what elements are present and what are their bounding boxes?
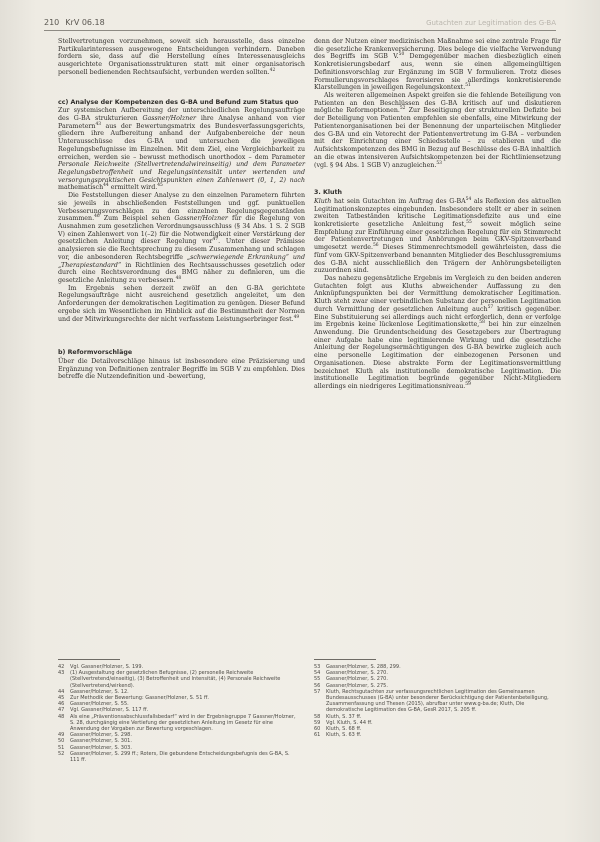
footnote-text: Gassner/Holzner, S. 299 ff.; Roters, Die gebundene Entscheidungsbefugnis des G-BA, S. 111 ff. bbox=[70, 750, 290, 764]
footnote-text: Kluth, S. 37 ff. bbox=[326, 713, 362, 720]
footnote-text: Kluth, S. 63 ff. bbox=[326, 732, 362, 739]
footnote-number: 53 bbox=[314, 664, 321, 670]
footnote-number: 47 bbox=[58, 707, 65, 714]
footnote-rule bbox=[58, 659, 120, 660]
footnote bbox=[314, 689, 554, 714]
footnote-text: Gassner/Holzner, S. 270. bbox=[326, 676, 388, 683]
footnote bbox=[314, 732, 554, 738]
paragraph: Zur systemischen Aufbereitung der unterschiedlichen Regelungsaufträge des G-BA strukturieren Gassner/Holzner ihre Analyse anhand von vier Parametern$^{43}$ aus der Bewertungsmatrix des Bundesverfassungsgerichts, gliedern ihre Aufbereitung anhand der Aufgabenbereiche der neun Unterausschüsse des G-BA und untersuchen die jeweiligen Regelungsbefugnisse im Einzelnen. Mit dem Ziel, eine Vergleichbarkeit zu erreichen, werden sie – bewusst methodisch unorthodox – dem Parameter Personale Reichweite (Stellvertretendalwireinseitig) und dem Parameter Regelungsbetroffenheit und Regelungsintensität unter wertenden und versorgungspraktischen Gesichtspunkten einen Zahlenwert (0, 1, 2) nach mathematisch$^{44}$ ermittelt wird.$^{45}$ bbox=[58, 107, 305, 192]
footnote-number: 60 bbox=[314, 726, 321, 733]
footnote-text: (1) Ausgestaltung der gesetzlichen Befugnisse, (2) personelle Reichweite (Stellvertretend/einseitig), (3) Betroffenheit und Intensität, (4) Personale Reichweite (Stellvertretend/wirkend). bbox=[70, 670, 281, 689]
footnote-number: 44 bbox=[58, 688, 65, 695]
footnote-text: Gassner/Holzner, S. 301. bbox=[70, 738, 132, 745]
footnote-number: 45 bbox=[58, 695, 65, 702]
footnote-number: 48 bbox=[58, 713, 65, 720]
footnote-number: 54 bbox=[314, 670, 321, 677]
paragraph: Über die Detailvorschläge hinaus ist insbesondere eine Präzisierung und Ergänzung von Definitionen zentraler Begriffe im SGB V zu empfehlen. Dies betreffe die Nutzendefinition und -bewertung, bbox=[58, 357, 305, 381]
footnote-number: 56 bbox=[314, 682, 321, 689]
footnote-text: Gassner/Holzner, S. 288, 299. bbox=[326, 664, 401, 670]
footnote-number: 42 bbox=[58, 664, 65, 670]
footnote-number: 58 bbox=[314, 713, 321, 720]
section-heading-kluth: 3. Kluth bbox=[314, 189, 342, 197]
journal-name: KrV 06.18 bbox=[65, 18, 105, 27]
section-heading-reform: b) Reformvorschläge bbox=[58, 349, 133, 357]
footnote-text: Gassner/Holzner, S. 298. bbox=[70, 732, 132, 739]
paragraph: Als weiteren allgemeinen Aspekt greifen sie die fehlende Beteiligung von Patienten an den Beschlüssen des G-BA kritisch auf und diskutieren mögliche Reformoptionen.$^{52}$ Zur Beseitigung der strukturellen Defizite bei der Beteiligung von Patienten empfehlen sie ebenfalls, eine Mitwirkung der Patientenorganisationen bei der Benennung der unparteiischen Mitglieder des G-BA und ein Vetorecht der Patientenvertretung im G-BA – verbunden mit der Einrichtung einer Schiedsstelle – zu etablieren und die Aufsichtskompetenzen des BMG in Bezug auf Beschlüsse des G-BA inhaltlich an die etwas intensiveren Aufsichtskompetenzen bei der Richtliniensetzung (vgl. § 94 Abs. 1 SGB V) anzugleichen.$^{53}$ bbox=[314, 92, 561, 169]
footnote-number: 55 bbox=[314, 676, 321, 683]
page-header bbox=[44, 13, 556, 27]
paragraph: Die Feststellungen dieser Analyse zu den einzelnen Parametern führten sie jeweils in abschließenden Feststellungen und ggf. punktuellen Verbesserungsvorschlägen zu den einzelnen Regelungsgegenständen zusammen.$^{46}$ Zum Beispiel sehen Gassner/Holzner für die Regelung von Ausnahmen zum gesetzlichen Verordnungsausschluss (§ 34 Abs. 1 S. 2 SGB V) einen Zahlenwert von 1(–2) für die Notwendigkeit einer Verstärkung der gesetzlichen Anleitung dieser Regelung vor$^{47}$. Unter dieser Prämisse analysieren sie die Rechtsprechung zu diesem Zusammenhang und schlagen vor, die anbesonderen Rechtsbegriffe „schwerwiegende Erkrankung“ und „Therapiestandard“ in Richtlinien des Rechtsausschusses gesetzlich oder durch eine Rechtsverordnung des BMG näher zu definieren, um die gesetzliche Anleitung zu verbessern.$^{48}$ bbox=[58, 192, 305, 284]
section-heading-analysis: cc) Analyse der Kompetenzen des G-BA und Befund zum Status quo bbox=[58, 98, 299, 106]
footnote-number: 50 bbox=[58, 738, 65, 745]
header-rule bbox=[44, 30, 556, 31]
footnote bbox=[58, 714, 298, 733]
paragraph: Kluth hat sein Gutachten im Auftrag des G-BA$^{54}$ als Reflexion des aktuellen Legitimationskonzeptes eingebunden. Insbesondere stellt er aber in seinen zweiten Tatbeständen kritische Legitimationsdefizite aus und eine konkretisierte gesetzliche Anleitung fest,$^{55}$ soweit möglich seine Empfehlung zur Einführung einer gesetzlichen Regelung für ein Stimmrecht der Patientenvertretungen und Anhörungen beim GKV-Spitzenverband umgesetzt werde.$^{56}$ Dieses Stimmenrechtsmodell gewährleisten, dass die fünf vom GKV-Spitzenverband benannten Mitglieder des Beschlussgremiums des G-BA nicht ausschließlich den Trägern der Anhörungsbeteiligten zuzuordnen sind. bbox=[314, 196, 561, 275]
left-column bbox=[58, 38, 305, 381]
footnote-number: 49 bbox=[58, 732, 65, 739]
footnote-number: 51 bbox=[58, 744, 65, 751]
footnote bbox=[58, 670, 298, 689]
footnote-number: 52 bbox=[58, 750, 65, 757]
footnote-number: 46 bbox=[58, 701, 65, 708]
footnotes-right bbox=[314, 664, 554, 738]
footnote-text: Gassner/Holzner, S. 303. bbox=[70, 744, 132, 751]
footnote-rule bbox=[314, 659, 376, 660]
paragraph: Im Ergebnis sehen derzeit zwölf an den G-BA gerichtete Regelungsaufträge nicht ausreichend gesetzlich angeleitet, um den Anforderungen der demokratischen Legitimation zu genügen. Dieser Befund ergebe sich im Wesentlichen im Hinblick auf die Bestimmtheit der Normen und der Mitwirkungsrechte der nicht verfasstem Leistungserbringer fest.$^{49}$ bbox=[58, 284, 305, 323]
footnote-text: Gassner/Holzner, S. 270. bbox=[326, 670, 388, 677]
footnote-text: Vgl. Gassner/Holzner, S. 199. bbox=[70, 664, 144, 670]
footnote-number: 57 bbox=[314, 688, 321, 695]
footnote-text: Gassner/Holzner, S. 12. bbox=[70, 688, 129, 695]
footnote-text: Gassner/Holzner, S. 275. bbox=[326, 682, 388, 689]
footnote-text: Gassner/Holzner, S. 55. bbox=[70, 701, 129, 708]
right-column bbox=[314, 38, 561, 391]
footnotes-left bbox=[58, 664, 298, 763]
paragraph: denn der Nutzen einer medizinischen Maßnahme sei eine zentrale Frage für die gesetzliche Krankenversicherung. Dies belege die vielfache Verwendung des Begriffs im SGB V.$^{50}$ Demgegenüber machen diesbezüglich einen Konkretisierungsbedarf aus, wenn sie einen allgemeingültigen Definitionsvorschlag zur Ergänzung im SGB V formulieren. Trotz dieses Formulierungsvorschlages favorisieren sie allerdings konkretisierende Klarstellungen in jeweiligen Regelungskontext.$^{51}$ bbox=[314, 38, 562, 92]
footnote-text: Vgl. Kluth, S. 44 ff. bbox=[326, 719, 373, 726]
footnote bbox=[58, 751, 298, 763]
footnote-text: Kluth, S. 68 ff. bbox=[326, 726, 362, 733]
footnote-text: Kluth, Rechtsgutachten zur verfassungsrechtlichen Legitimation des Gemeinsamen Bundesausschusses (G-BA) unter besonderer Berücksichtigung der Patientenbeteiligung, Zusammenfassung und Thesen (2015), abrufbar unter www.g-ba.de; Kluth, Die demokratische Legitimation des G-BA, GesR 2017, S. 205 ff. bbox=[326, 688, 549, 714]
footnote-number: 61 bbox=[314, 732, 321, 739]
footnote-text: Als eine „Präventionsabschlussfallsbedarf“ wird in der Ergebnisgruppe 7 Gassner/Holzner, S. 28, durchgängig eine Vertiefung der gesetzlichen Anleitung im Gesetz für eine Anwendung der Vorgaben zur Bewertung vorgeschlagen. bbox=[70, 713, 296, 733]
page-number: 210 bbox=[44, 18, 60, 27]
footnote-text: Vgl. Gassner/Holzner, S. 117 ff. bbox=[70, 707, 149, 714]
paragraph: Stellvertretungen vorzunehmen, soweit sich herausstelle, dass einzelne Partikularinteressen ausgewogene Entscheidungen verhindern. Daneben fordern sie, dass auf die Herstellung eines Interessenausgleichs ausgerichtete Organisationsstrukturen statt mit einer organisatorisch personell bedienenden Rechtsaufsicht, verbunden werden sollten.$^{42}$ bbox=[58, 38, 305, 76]
footnote-number: 59 bbox=[314, 719, 321, 726]
footnote-text: Zur Methodik der Bewertung: Gassner/Holzner, S. 51 ff. bbox=[70, 695, 210, 702]
running-title: Gutachten zur Legitimation des G-BA bbox=[426, 19, 556, 27]
paragraph: Das nahezu gegensätzliche Ergebnis im Vergleich zu den beiden anderen Gutachten folgt aus Kluths abweichender Auffassung zu den Anknüpfungspunkten bei der Vermittlung demokratischer Legitimation. Kluth steht zwar einer verbindlichen Substanz der personellen Legitimation durch Vermittlung der gesetzlichen Anleitung auch$^{57}$ kritisch gegenüber. Eine Substituierung sei allerdings auch nicht erforderlich, denn er verfolge im Ergebnis keine lückenlose Legitimationskette,$^{58}$ bei hin zur einzelnen Anwendung. Die Grundentscheidung des Gesetzgebers zur Übertragung einer Aufgabe habe eine legitimierende Wirkung und die gesetzliche Anleitung der Regelungsermächtigungen des G-BA bewirke zugleich auch eine personelle Legitimation der einbezogenen Personen und Organisationen. Diese abstrakte Form der Legitimationsvermittlung bezeichnet Kluth als institutionelle demokratische Legitimation. Die institutionelle Legitimation begründe gegenüber Nicht-Mitgliedern allerdings ein niedrigeres Legitimationsniveau.$^{59}$ bbox=[314, 275, 561, 391]
footnote-number: 43 bbox=[58, 670, 65, 677]
